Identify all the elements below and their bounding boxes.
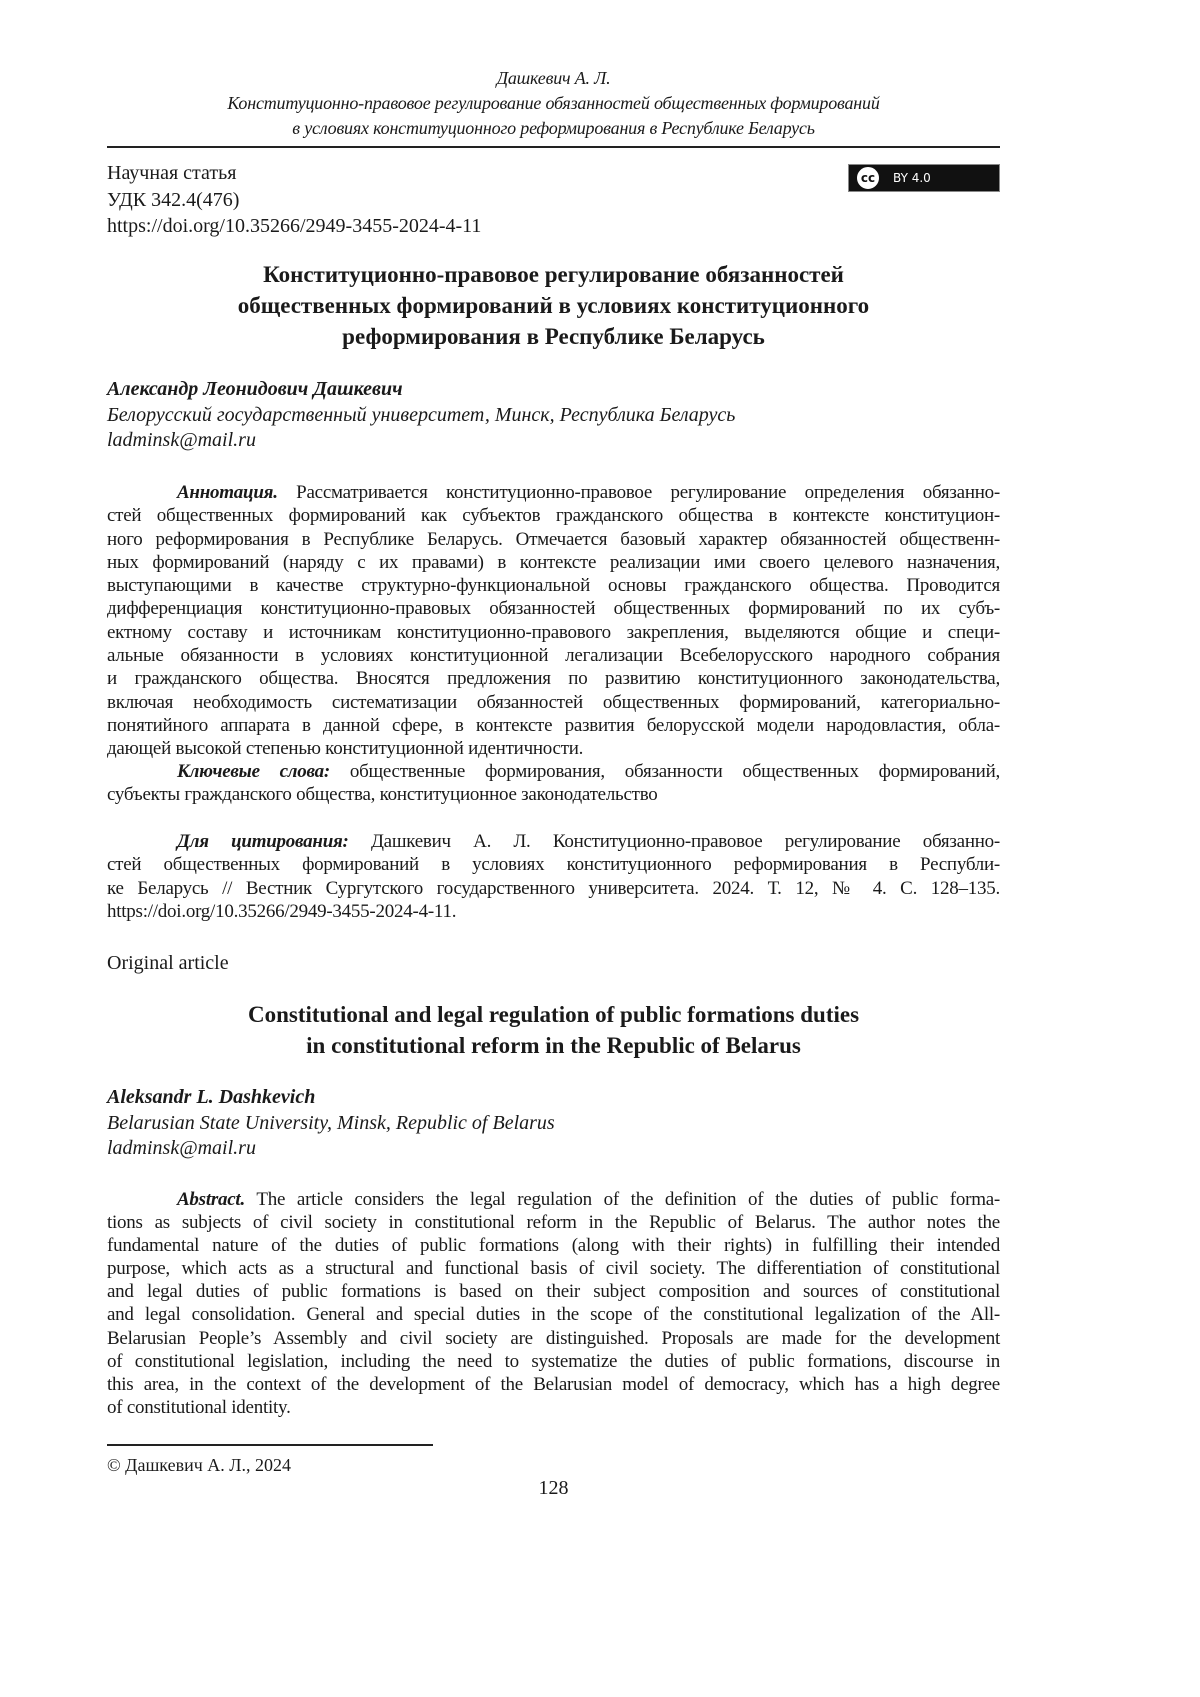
paragraph-line (107, 551, 1000, 574)
paragraph-line (107, 528, 1000, 551)
paragraph-line (107, 1350, 1000, 1373)
paragraph-line (107, 877, 1000, 900)
line-text: The article considers the legal regulation of the definition of the duties of public forma- (245, 1189, 1000, 1210)
copyright-footnote: © Дашкевич А. Л., 2024 (107, 1455, 291, 1476)
ru-title-line: общественных формирований в условиях конституционного (107, 290, 1000, 321)
paragraph-line (107, 1327, 1000, 1350)
line-text: ектному составу и источникам конституционно-правового закрепления, выделяются общие и специ- (107, 622, 1000, 643)
paragraph-line (107, 481, 1000, 504)
udc-code: УДК 342.4(476) (107, 187, 481, 214)
paragraph-line (107, 1211, 1000, 1234)
running-header-author: Дашкевич А. Л. (107, 66, 1000, 91)
line-text: of constitutional identity. (107, 1397, 291, 1418)
article-type: Научная статья (107, 160, 481, 187)
paragraph-line (107, 691, 1000, 714)
line-text: purpose, which acts as a structural and functional basis of civil society. The differentiation of constitutional (107, 1258, 1000, 1279)
doi-link[interactable]: https://doi.org/10.35266/2949-3455-2024-4-11 (107, 213, 481, 240)
line-text: this area, in the context of the development of the Belarusian model of democracy, which has a high degree (107, 1374, 1000, 1395)
line-text: субъекты гражданского общества, конституционное законодательство (107, 784, 658, 805)
line-text: ного реформирования в Республике Беларусь. Отмечается базовый характер обязанностей общественн- (107, 529, 1000, 550)
paragraph-line (107, 853, 1000, 876)
paragraph-line (107, 621, 1000, 644)
en-title-line: Constitutional and legal regulation of public formations duties (107, 999, 1000, 1030)
cc-license-badge[interactable] (848, 164, 1000, 192)
license-label: BY 4.0 (893, 171, 931, 185)
line-text: и гражданского общества. Вносятся предложения по развитию конституционного законодательства, (107, 668, 1000, 689)
ru-citation (107, 830, 1000, 923)
paragraph-line (107, 1257, 1000, 1280)
line-text: понятийного аппарата в данной сфере, в контексте развития белорусской модели народовластия, обла- (107, 715, 1000, 736)
running-header-title-line: в условиях конституционного реформирования в Республике Беларусь (107, 116, 1000, 141)
line-text: дающей высокой степенью конституционной идентичности. (107, 738, 583, 759)
line-text: стей общественных формирований в условиях конституционного реформирования в Республи- (107, 854, 1000, 875)
ru-abstract (107, 481, 1000, 761)
paragraph-label: Abstract. (177, 1189, 245, 1210)
paragraph-label: Ключевые слова: (177, 761, 330, 782)
ru-keywords (107, 760, 1000, 807)
line-text: Рассматривается конституционно-правовое регулирование определения обязанно- (278, 482, 1000, 503)
line-text: выступающими в качестве структурно-функциональной основы гражданского общества. Проводится (107, 575, 1000, 596)
paragraph-line (107, 737, 1000, 760)
line-text: ке Беларусь // Вестник Сургутского государственного университета. 2024. Т. 12, № 4. С. 128–135. (107, 878, 1000, 899)
paragraph-line (107, 760, 1000, 783)
running-header (107, 66, 1000, 141)
line-text: fundamental nature of the duties of public formations (along with their rights) in fulfilling their intended (107, 1235, 1000, 1256)
running-header-title-line: Конституционно-правовое регулирование обязанностей общественных формирований (107, 91, 1000, 116)
paragraph-line (107, 1280, 1000, 1303)
article-meta (107, 160, 481, 240)
line-text: дифференциация конституционно-правовых обязанностей общественных формирований по их субъ- (107, 598, 1000, 619)
line-text: tions as subjects of civil society in constitutional reform in the Republic of Belarus. The author notes the (107, 1212, 1000, 1233)
paragraph-line (107, 1396, 1000, 1419)
paragraph-line (107, 644, 1000, 667)
line-text: Belarusian People’s Assembly and civil society are distinguished. Proposals are made for the development (107, 1328, 1000, 1349)
line-text: ных формирований (наряду с их правами) в контексте реализации ими своего целевого назначения, (107, 552, 1000, 573)
line-text: Дашкевич А. Л. Конституционно-правовое регулирование обязанно- (349, 831, 1000, 852)
footnote-rule (107, 1444, 433, 1446)
paragraph-line (107, 1373, 1000, 1396)
ru-email[interactable]: ladminsk@mail.ru (107, 428, 735, 454)
line-text: альные обязанности в условиях конституционной легализации Всебелорусского народного собрания (107, 645, 1000, 666)
ru-author-block (107, 377, 735, 454)
en-abstract (107, 1188, 1000, 1419)
en-email[interactable]: ladminsk@mail.ru (107, 1136, 555, 1162)
ru-title-line: Конституционно-правовое регулирование обязанностей (107, 259, 1000, 290)
ru-title-line: реформирования в Республике Беларусь (107, 321, 1000, 352)
paragraph-line (107, 1303, 1000, 1326)
en-title-line: in constitutional reform in the Republic of Belarus (107, 1030, 1000, 1061)
paragraph-line (107, 830, 1000, 853)
ru-affiliation: Белорусский государственный университет, Минск, Республика Беларусь (107, 403, 735, 429)
en-author-name: Aleksandr L. Dashkevich (107, 1085, 555, 1111)
line-text: общественные формирования, обязанности общественных формирований, (330, 761, 1000, 782)
line-text: https://doi.org/10.35266/2949-3455-2024-4-11. (107, 901, 456, 922)
line-text: and legal consolidation. General and special duties in the scope of the constitutional legalization of the All- (107, 1304, 1000, 1325)
header-rule (107, 146, 1000, 148)
line-text: and legal duties of public formations is based on their subject composition and sources of constitutional (107, 1281, 1000, 1302)
en-title (107, 999, 1000, 1061)
paragraph-line (107, 597, 1000, 620)
paragraph-line (107, 667, 1000, 690)
en-affiliation: Belarusian State University, Minsk, Republic of Belarus (107, 1111, 555, 1137)
paragraph-line (107, 1188, 1000, 1211)
paragraph-line (107, 574, 1000, 597)
paragraph-line (107, 714, 1000, 737)
paragraph-line (107, 900, 1000, 923)
creative-commons-icon: cc (855, 165, 881, 191)
paragraph-label: Для цитирования: (177, 831, 349, 852)
ru-author-name: Александр Леонидович Дашкевич (107, 377, 735, 403)
ru-title (107, 259, 1000, 352)
en-author-block (107, 1085, 555, 1162)
paragraph-line (107, 783, 1000, 806)
en-article-type: Original article (107, 952, 229, 975)
paragraph-line (107, 1234, 1000, 1257)
line-text: of constitutional legislation, including the need to systematize the duties of public formations, discourse in (107, 1351, 1000, 1372)
line-text: стей общественных формирований как субъектов гражданского общества в контексте конституцион- (107, 505, 1000, 526)
line-text: включая необходимость систематизации обязанностей общественных формирований, категориально- (107, 692, 1000, 713)
paragraph-label: Аннотация. (177, 482, 278, 503)
page-number: 128 (107, 1477, 1000, 1500)
paragraph-line (107, 504, 1000, 527)
